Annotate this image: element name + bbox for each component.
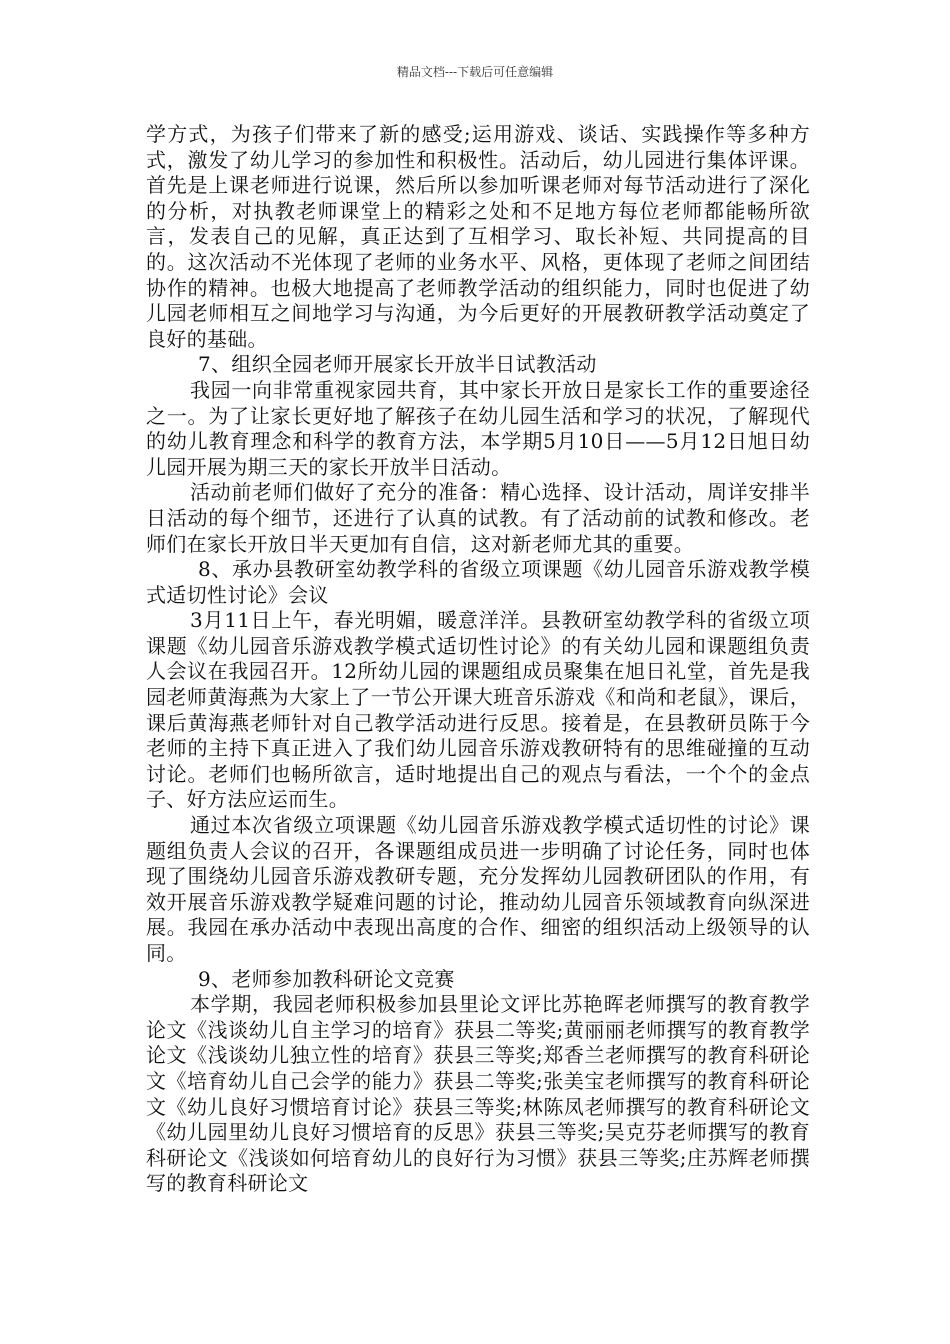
- paragraph: 3月11日上午，春光明媚，暖意洋洋。县教研室幼教学科的省级立项课题《幼儿园音乐游戏教学模式适切性讨论》的有关幼儿园和课题组负责人会议在我园召开。12所幼儿园的课题组成员聚集在旭日礼堂，首先是我园老师黄海燕为大家上了一节公开课大班音乐游戏《和尚和老鼠》，课后，课后黄海燕老师针对自己教学活动进行反思。接着是，在县教研员陈于今老师的主持下真正进入了我们幼儿园音乐游戏教研特有的思维碰撞的互动讨论。老师们也畅所欲言，适时地提出自己的观点与看法，一个个的金点子、好方法应运而生。: [146, 608, 810, 812]
- paragraph: 活动前老师们做好了充分的准备：精心选择、设计活动，周详安排半日活动的每个细节，还进行了认真的试教。有了活动前的试教和修改。老师们在家长开放日半天更加有自信，这对新老师尤其的重要。: [146, 480, 810, 556]
- page-header: 精品文档---下载后可任意编辑: [396, 65, 554, 79]
- paragraph: 本学期，我园老师积极参加县里论文评比苏艳晖老师撰写的教育教学论文《浅谈幼儿自主学习的培育》获县二等奖;黄丽丽老师撰写的教育教学论文《浅谈幼儿独立性的培育》获县三等奖;郑香兰老师撰写的教育科研论文《培育幼儿自己会学的能力》获县二等奖;张美宝老师撰写的教育科研论文《幼儿良好习惯培育讨论》获县三等奖;林陈凤老师撰写的教育科研论文《幼儿园里幼儿良好习惯培育的反思》获县三等奖;吴克芬老师撰写的教育科研论文《浅谈如何培育幼儿的良好行为习惯》获县三等奖;庄苏辉老师撰写的教育科研论文: [146, 992, 810, 1196]
- section-heading: 8、承办县教研室幼教学科的省级立项课题《幼儿园音乐游戏教学模式适切性讨论》会议: [146, 557, 810, 607]
- section-heading: 7、组织全园老师开展家长开放半日试教活动: [198, 352, 597, 377]
- paragraph: 通过本次省级立项课题《幼儿园音乐游戏教学模式适切性的讨论》课题组负责人会议的召开，各课题组成员进一步明确了讨论任务，同时也体现了围绕幼儿园音乐游戏教研专题，充分发挥幼儿园教研团队的作用，有效开展音乐游戏教学疑难问题的讨论，推动幼儿园音乐领域教育向纵深进展。我园在承办活动中表现出高度的合作、细密的组织活动上级领导的认同。: [146, 813, 810, 965]
- paragraph: 我园一向非常重视家园共育，其中家长开放日是家长工作的重要途径之一。为了让家长更好地了解孩子在幼儿园生活和学习的状况，了解现代的幼儿教育理念和科学的教育方法，本学期5月10日——5月12日旭日幼儿园开展为期三天的家长开放半日活动。: [146, 377, 810, 479]
- section-heading: 9、老师参加教科研论文竞赛: [198, 966, 455, 991]
- paragraph: 学方式，为孩子们带来了新的感受;运用游戏、谈话、实践操作等多种方式，激发了幼儿学习的参加性和积极性。活动后，幼儿园进行集体评课。首先是上课老师进行说课，然后所以参加听课老师对每节活动进行了深化的分析，对执教老师课堂上的精彩之处和不足地方每位老师都能畅所欲言，发表自己的见解，真正达到了互相学习、取长补短、共同提高的目的。这次活动不光体现了老师的业务水平、风格，更体现了老师之间团结协作的精神。也极大地提高了老师教学活动的组织能力，同时也促进了幼儿园老师相互之间地学习与沟通，为今后更好的开展教研教学活动奠定了良好的基础。: [146, 122, 810, 351]
- document-body: [146, 122, 810, 1197]
